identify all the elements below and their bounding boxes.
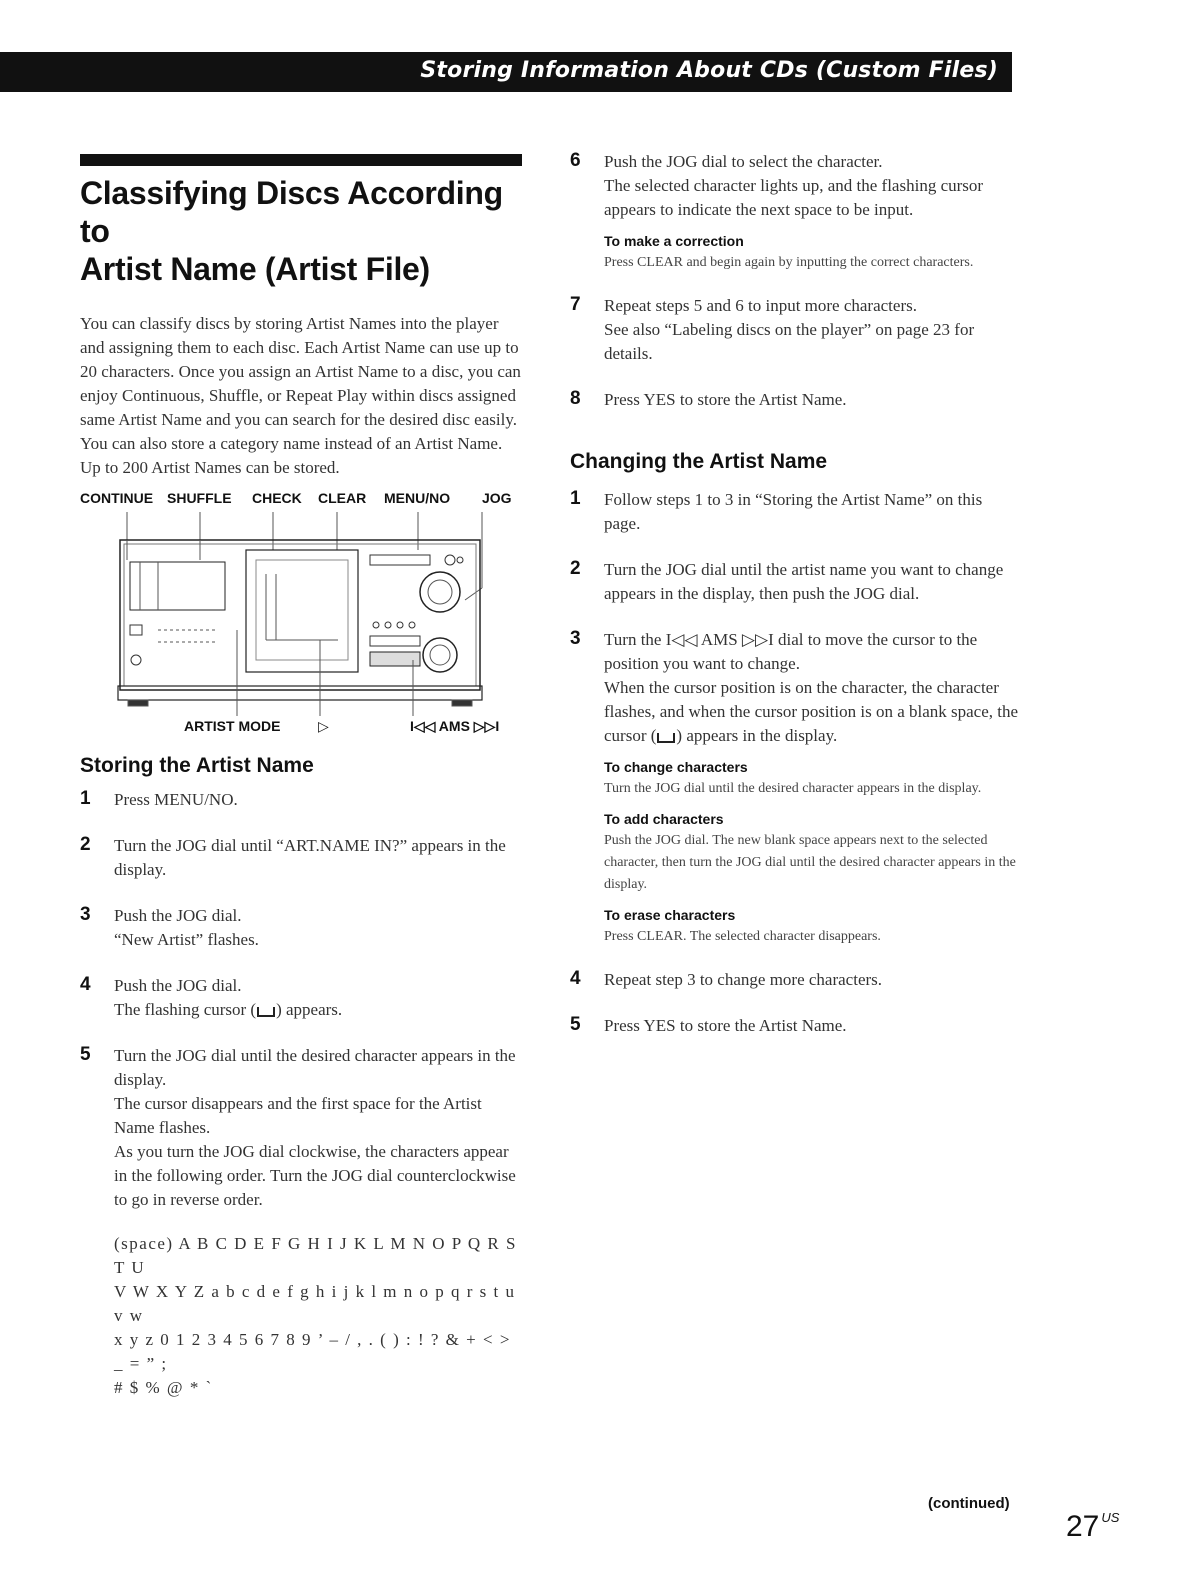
step-number: 2 bbox=[570, 558, 581, 579]
storing-step-7 bbox=[570, 294, 1020, 366]
step-number: 1 bbox=[570, 488, 581, 509]
left-column bbox=[80, 154, 522, 1400]
player-figure bbox=[80, 490, 522, 740]
changing-steps bbox=[570, 488, 1020, 1038]
intro-text: You can classify discs by storing Artist Names into the player and assigning them to each disc. Each Artist Name can use up to 20 characters. Once you assign an Artist Name to a disc, you can enjoy Continuous, Shuffle, or Repeat Play within discs assigned same Artist Name and you can search for the desired disc easily. You can also store a category name instead of an Artist Name. Up to 200 Artist Names can be stored. bbox=[80, 314, 521, 477]
cursor-icon bbox=[657, 733, 675, 743]
right-column bbox=[570, 150, 1020, 1038]
storing-step-5 bbox=[80, 1044, 522, 1212]
note-body: Press CLEAR. The selected character disappears. bbox=[604, 929, 881, 944]
note-heading: To erase characters bbox=[604, 907, 736, 923]
note-body: Press CLEAR and begin again by inputting the correct characters. bbox=[604, 255, 974, 270]
section-title-line2: Artist Name (Artist File) bbox=[80, 251, 430, 287]
step-number: 3 bbox=[570, 628, 581, 649]
step-text bbox=[604, 676, 1020, 748]
step-number: 7 bbox=[570, 294, 581, 315]
title-rule bbox=[80, 154, 522, 166]
note-add-characters bbox=[604, 810, 1020, 896]
step-text: Press YES to store the Artist Name. bbox=[604, 1016, 847, 1035]
step-text: Turn the JOG dial until the desired character appears in the display. bbox=[114, 1046, 516, 1089]
charset-line: # $ % @ * ` bbox=[114, 1378, 213, 1397]
label-continue: CONTINUE bbox=[80, 490, 154, 506]
step-number: 8 bbox=[570, 388, 581, 409]
label-jog: JOG bbox=[482, 490, 512, 506]
step-number: 4 bbox=[570, 968, 581, 989]
changing-step-3 bbox=[570, 628, 1020, 948]
storing-heading: Storing the Artist Name bbox=[80, 754, 314, 777]
step-text-part: ) appears in the display. bbox=[676, 726, 838, 745]
character-list bbox=[114, 1232, 522, 1400]
step-text-part: When the cursor position is on the character, the character flashes, and when the cursor position is on a blank space, the cursor ( bbox=[604, 678, 1019, 745]
page-number-value: 27 bbox=[1066, 1510, 1100, 1543]
step-number: 5 bbox=[570, 1014, 581, 1035]
cursor-icon bbox=[257, 1007, 275, 1017]
note-body: Push the JOG dial. The new blank space appears next to the selected character, then turn the JOG dial until the desired character appears in the display. bbox=[604, 833, 1016, 892]
changing-step-1 bbox=[570, 488, 1020, 536]
step-text: Repeat steps 5 and 6 to input more characters. bbox=[604, 296, 917, 315]
step-text: Push the JOG dial. bbox=[114, 976, 242, 995]
step-text: Push the JOG dial. bbox=[114, 906, 242, 925]
storing-step-3 bbox=[80, 904, 522, 952]
step-text: The cursor disappears and the first space for the Artist Name flashes. bbox=[114, 1094, 482, 1137]
continued-label: (continued) bbox=[928, 1495, 1010, 1512]
changing-heading: Changing the Artist Name bbox=[570, 450, 828, 473]
storing-steps bbox=[80, 788, 522, 1212]
storing-step-2 bbox=[80, 834, 522, 882]
storing-step-4 bbox=[80, 974, 522, 1022]
step-number: 3 bbox=[80, 904, 91, 925]
storing-step-8 bbox=[570, 388, 1020, 412]
changing-step-5 bbox=[570, 1014, 1020, 1038]
label-menu-no: MENU/NO bbox=[384, 490, 451, 506]
step-text: Push the JOG dial to select the character. bbox=[604, 152, 883, 171]
storing-steps-continued bbox=[570, 150, 1020, 412]
note-erase-characters bbox=[604, 906, 1020, 948]
header-bar bbox=[0, 52, 1012, 92]
label-clear: CLEAR bbox=[318, 490, 367, 506]
step-text-part: The flashing cursor ( bbox=[114, 1000, 257, 1019]
step-text-part: ) appears. bbox=[276, 1000, 343, 1019]
step-number: 6 bbox=[570, 150, 581, 171]
step-number: 1 bbox=[80, 788, 91, 809]
charset-line: x y z 0 1 2 3 4 5 6 7 8 9 ’ – / , . ( ) : ! ? & + < > _ = ” ; bbox=[114, 1330, 511, 1373]
step-text: Press YES to store the Artist Name. bbox=[604, 390, 847, 409]
note-heading: To change characters bbox=[604, 759, 748, 775]
cd-player-drawing bbox=[80, 490, 522, 740]
page-number bbox=[1066, 1510, 1119, 1544]
label-artist-mode: ARTIST MODE bbox=[184, 718, 281, 734]
page-region: US bbox=[1101, 1510, 1120, 1525]
label-shuffle: SHUFFLE bbox=[167, 490, 232, 506]
label-check: CHECK bbox=[252, 490, 302, 506]
storing-step-1 bbox=[80, 788, 522, 812]
section-title-line1: Classifying Discs According to bbox=[80, 175, 503, 249]
step-text: Repeat step 3 to change more characters. bbox=[604, 970, 883, 989]
changing-step-4 bbox=[570, 968, 1020, 992]
step-text: See also “Labeling discs on the player” on page 23 for details. bbox=[604, 320, 975, 363]
step-text: As you turn the JOG dial clockwise, the characters appear in the following order. Turn the JOG dial counterclockwise to go in reverse order. bbox=[114, 1142, 516, 1209]
step-text: Press MENU/NO. bbox=[114, 790, 238, 809]
label-ams: I◁◁ AMS ▷▷I bbox=[410, 718, 500, 734]
note-body: Turn the JOG dial until the desired character appears in the display. bbox=[604, 781, 982, 796]
charset-line: V W X Y Z a b c d e f g h i j k l m n o p q r s t u v w bbox=[114, 1282, 516, 1325]
note-change-characters bbox=[604, 758, 1020, 800]
note-correction bbox=[604, 232, 1020, 274]
section-title bbox=[80, 174, 522, 288]
note-heading: To make a correction bbox=[604, 233, 744, 249]
changing-step-2 bbox=[570, 558, 1020, 606]
header-title: Storing Information About CDs (Custom Files) bbox=[420, 58, 998, 83]
step-number: 2 bbox=[80, 834, 91, 855]
step-text: Turn the JOG dial until the artist name you want to change appears in the display, then push the JOG dial. bbox=[604, 560, 1004, 603]
step-number: 4 bbox=[80, 974, 91, 995]
step-number: 5 bbox=[80, 1044, 91, 1065]
step-text: Follow steps 1 to 3 in “Storing the Artist Name” on this page. bbox=[604, 490, 983, 533]
step-text bbox=[114, 998, 522, 1022]
step-text: The selected character lights up, and the flashing cursor appears to indicate the next space to be input. bbox=[604, 176, 984, 219]
step-text: “New Artist” flashes. bbox=[114, 930, 259, 949]
note-heading: To add characters bbox=[604, 811, 724, 827]
label-play: ▷ bbox=[318, 718, 329, 734]
step-text: Turn the I◁◁ AMS ▷▷I dial to move the cursor to the position you want to change. bbox=[604, 630, 978, 673]
step-text: Turn the JOG dial until “ART.NAME IN?” appears in the display. bbox=[114, 836, 506, 879]
storing-step-6 bbox=[570, 150, 1020, 274]
charset-line: (space) A B C D E F G H I J K L M N O P Q R S T U bbox=[114, 1234, 517, 1277]
